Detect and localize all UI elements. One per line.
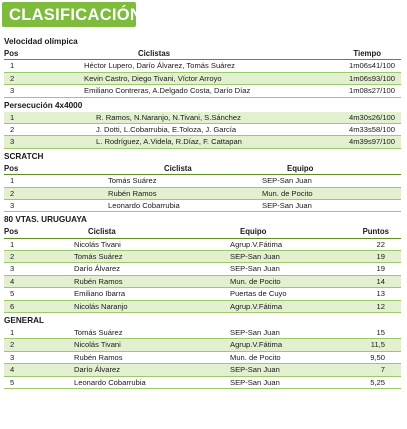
- row-name: Nicolás Tivani: [74, 239, 121, 249]
- row-pos: 5: [10, 377, 15, 387]
- row-pos: 1: [10, 112, 15, 122]
- row-team: SEP-San Juan: [262, 200, 312, 210]
- row-team: Agrup.V.Fátima: [230, 239, 283, 249]
- row-points: 7: [380, 365, 385, 375]
- col-pos: Pos: [4, 163, 19, 173]
- page-title: CLASIFICACIÓN: [9, 6, 143, 24]
- row-time: 4m30s26/100: [348, 112, 395, 122]
- row-pos: 3: [10, 200, 15, 210]
- row-time: 1m06s41/100: [348, 61, 395, 71]
- row-team: Mun. de Pocito: [230, 276, 281, 286]
- section-title-general: GENERAL: [4, 316, 45, 326]
- row-team: SEP-San Juan: [262, 176, 312, 186]
- row-team: SEP-San Juan: [230, 252, 280, 262]
- col-pos: Pos: [4, 227, 19, 237]
- row-points: 12: [376, 301, 385, 311]
- row-points: 22: [376, 239, 385, 249]
- row-pos: 1: [10, 176, 15, 186]
- row-team: SEP-San Juan: [230, 328, 280, 338]
- row-pos: 3: [10, 137, 15, 147]
- table-row: [4, 239, 401, 251]
- row-time: 1m08s27/100: [348, 86, 395, 96]
- row-pos: 3: [10, 264, 15, 274]
- table-row: [4, 188, 401, 200]
- row-points: 19: [376, 252, 385, 262]
- table-row: [4, 364, 401, 376]
- row-pos: 4: [10, 276, 15, 286]
- table-row: [4, 276, 401, 288]
- table-header-scratch: [4, 163, 401, 175]
- row-name: Darío Álvarez: [74, 264, 121, 274]
- row-name: Tomás Suárez: [108, 176, 157, 186]
- row-team: SEP-San Juan: [230, 377, 280, 387]
- table-row: [4, 73, 401, 85]
- row-points: 15: [376, 328, 385, 338]
- table-row: [4, 263, 401, 275]
- section-title-uruguaya: 80 VTAS. URUGUAYA: [4, 215, 87, 225]
- row-points: 14: [376, 276, 385, 286]
- col-ciclistas: Ciclistas: [137, 49, 171, 58]
- standings-content: [4, 34, 401, 389]
- row-team: Agrup.V.Fátima: [230, 301, 283, 311]
- row-pos: 6: [10, 301, 15, 311]
- table-row: [4, 136, 401, 148]
- col-puntos: Puntos: [362, 227, 389, 237]
- row-pos: 2: [10, 340, 15, 350]
- row-team: Mun. de Pocito: [230, 352, 281, 362]
- row-name: Rubén Ramos: [108, 188, 157, 198]
- table-row: [4, 301, 401, 313]
- table-row: [4, 339, 401, 351]
- section-title-persecucion: Persecución 4x4000: [4, 100, 83, 110]
- row-pos: 2: [10, 188, 15, 198]
- row-pos: 5: [10, 289, 15, 299]
- col-ciclista: Ciclista: [164, 163, 192, 173]
- row-name: Tomás Suárez: [74, 328, 123, 338]
- table-row: [4, 85, 401, 97]
- row-names: L. Rodríguez, A.Videla, R.Díaz, F. Cattapan: [96, 137, 242, 147]
- table-row: [4, 124, 401, 136]
- row-pos: 3: [10, 352, 15, 362]
- row-points: 13: [376, 289, 385, 299]
- row-name: Rubén Ramos: [74, 276, 123, 286]
- col-equipo: Equipo: [240, 227, 267, 237]
- section-title-velocidad: Velocidad olímpica: [4, 37, 78, 46]
- row-pos: 3: [10, 86, 15, 96]
- row-name: Leonardo Cobarrubia: [108, 200, 180, 210]
- row-team: Agrup.V.Fátima: [230, 340, 283, 350]
- row-names: Emiliano Contreras, A.Delgado Costa, Darío Díaz: [84, 86, 251, 96]
- row-names: Héctor Lupero, Darío Álvarez, Tomás Suárez: [84, 61, 235, 71]
- row-team: Puertas de Cuyo: [230, 289, 287, 299]
- row-pos: 2: [10, 124, 15, 134]
- section-title-scratch: SCRATCH: [4, 151, 44, 161]
- table-row: [4, 60, 401, 72]
- col-pos: Pos: [4, 49, 19, 58]
- row-points: 19: [376, 264, 385, 274]
- row-pos: 4: [10, 365, 15, 375]
- row-names: J. Dotti, L.Cobarrubia, E.Toloza, J. García: [96, 124, 237, 134]
- table-header-uruguaya: [4, 226, 401, 238]
- table-row: [4, 251, 401, 263]
- row-name: Nicolás Naranjo: [74, 301, 128, 311]
- col-equipo: Equipo: [287, 163, 314, 173]
- col-ciclista: Ciclista: [88, 227, 116, 237]
- row-pos: 2: [10, 252, 15, 262]
- row-names: Kevin Castro, Diego Tivani, Víctor Arroyo: [84, 73, 222, 83]
- row-time: 4m33s58/100: [348, 124, 395, 134]
- row-points: 11,5: [370, 340, 385, 350]
- row-points: 9,50: [370, 352, 385, 362]
- row-points: 5,25: [370, 377, 385, 387]
- row-team: Mun. de Pocito: [262, 188, 313, 198]
- row-name: Nicolás Tivani: [74, 340, 121, 350]
- row-name: Tomás Suárez: [74, 252, 123, 262]
- row-name: Darío Álvarez: [74, 365, 121, 375]
- row-team: SEP-San Juan: [230, 264, 280, 274]
- table-row: [4, 200, 401, 212]
- table-row: [4, 352, 401, 364]
- row-name: Emiliano Ibarra: [74, 289, 126, 299]
- row-team: SEP-San Juan: [230, 365, 280, 375]
- row-time: 4m39s97/100: [348, 137, 395, 147]
- row-names: R. Ramos, N.Naranjo, N.Tivani, S.Sánchez: [96, 112, 241, 122]
- table-row: [4, 288, 401, 300]
- table-header-velocidad: [4, 48, 401, 60]
- table-row: [4, 377, 401, 389]
- table-row: [4, 112, 401, 124]
- table-row: [4, 175, 401, 187]
- row-pos: 1: [10, 239, 15, 249]
- page-header: [0, 0, 407, 30]
- col-tiempo: Tiempo: [353, 49, 381, 58]
- row-pos: 2: [10, 73, 15, 83]
- row-pos: 1: [10, 328, 15, 338]
- row-name: Leonardo Cobarrubia: [74, 377, 146, 387]
- row-name: Rubén Ramos: [74, 352, 123, 362]
- table-row: [4, 327, 401, 339]
- row-time: 1m06s93/100: [348, 73, 395, 83]
- row-pos: 1: [10, 61, 15, 71]
